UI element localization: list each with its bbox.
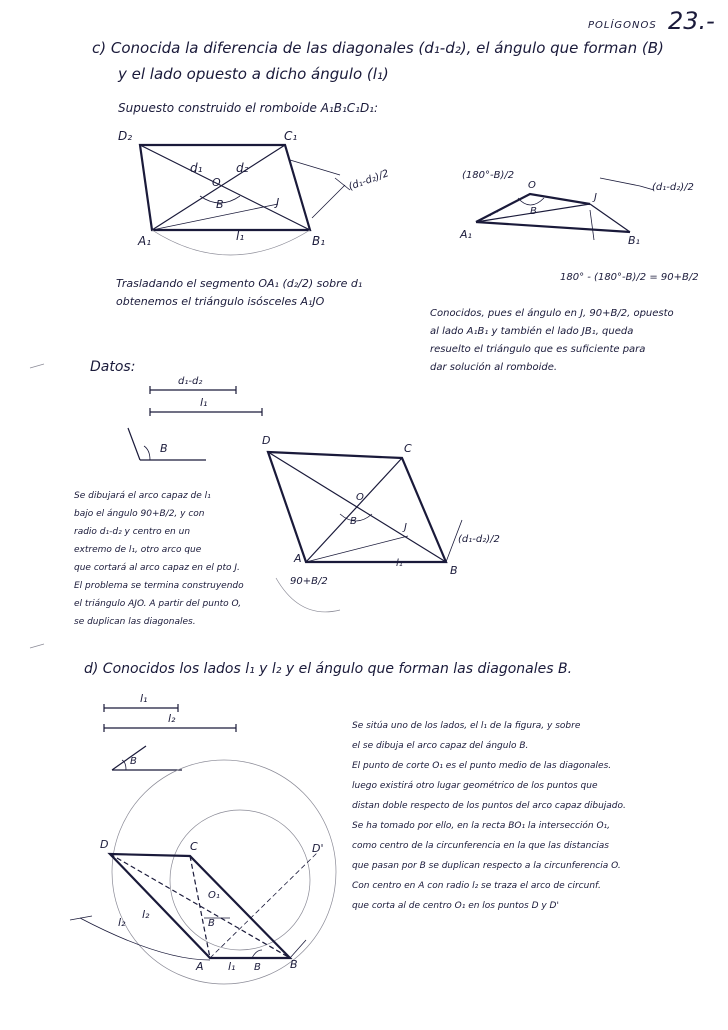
description-line4: luego existirá otro lugar geométrico de los puntos que (352, 781, 598, 791)
final-construction (70, 760, 336, 984)
margin-mark (30, 364, 44, 368)
description-line5: distan doble respecto de los puntos del arco capaz dibujado. (352, 801, 626, 811)
construction-line8: se duplican las diagonales. (74, 617, 196, 627)
description-line6: Se ha tomado por ello, en la recta BO₁ la intersección O₁, (352, 821, 611, 831)
label-angle-3: 90+B/2 (290, 576, 328, 587)
label-a1: A₁ (138, 234, 152, 248)
section-c-supposed: Supuesto construido el romboide A₁B₁C₁D₁: (118, 101, 379, 115)
label-data-d1-d2: d₁-d₂ (178, 376, 203, 387)
label-half-diff: (d₁-d₂)/2 (347, 168, 391, 193)
description-line2: el se dibuja el arco capaz del ángulo B. (352, 741, 529, 751)
label-b-2: B (530, 206, 537, 217)
note-right-line2: al lado A₁B₁ y también el lado JB₁, queda (430, 326, 634, 337)
label-a-3: A (294, 552, 302, 565)
note-right-line1: Conocidos, pues el ángulo en J, 90+B/2, opuesto (430, 308, 674, 319)
note-right-line4: dar solución al romboide. (430, 362, 558, 373)
arrow-left (70, 916, 92, 920)
label-d-3: D (262, 434, 271, 447)
label-j-2: J (594, 192, 597, 203)
description-line8: que pasan por B se duplican respecto a la circunferencia O. (352, 861, 621, 871)
angle-formula: 180° - (180°-B)/2 = 90+B/2 (560, 272, 699, 283)
label-data-l1: l₁ (200, 396, 208, 409)
construction-line5: que cortará al arco capaz en el pto J. (74, 563, 240, 573)
base-a1-b1 (476, 222, 630, 232)
diagonal-final-2 (190, 856, 210, 958)
label-final-c: C (190, 840, 198, 853)
romboid-construction (268, 452, 462, 612)
section-header: POLÍGONOS (588, 20, 657, 31)
arc-under (152, 230, 310, 255)
circle-o1 (112, 760, 336, 984)
label-final-dp: D' (312, 842, 324, 855)
label-b-3: B (450, 564, 458, 577)
label-final-l2-a: l₂ (118, 916, 126, 929)
label-final-beta-2: B (254, 962, 261, 973)
diagonal-ca (306, 458, 402, 562)
label-d-l1: l₁ (140, 692, 148, 705)
label-c-3: C (404, 442, 412, 455)
label-j-3: J (404, 522, 407, 533)
margin-mark (30, 644, 44, 648)
segment-a1-j (152, 204, 278, 230)
construction-line6: El problema se termina construyendo (74, 581, 244, 591)
label-data-beta: B (160, 442, 168, 455)
dim-line (600, 178, 640, 186)
description-line9: Con centro en A con radio l₂ se traza el arco de circunf. (352, 881, 601, 891)
arrow-to-j (590, 210, 594, 240)
construction-line7: el triángulo AJO. A partir del punto O, (74, 599, 242, 609)
label-j: J (276, 196, 280, 209)
label-a1-2: A₁ (460, 228, 472, 241)
label-b1-2: B₁ (628, 234, 640, 247)
section-c-title-line2: y el lado opuesto a dicho ángulo (l₁) (118, 65, 389, 83)
label-o-3: O (356, 492, 364, 503)
label-d-l2: l₂ (168, 712, 176, 725)
extension-line (312, 185, 345, 218)
section-d-title: d) Conocidos los lados l₁ y l₂ y el ángulo que forman las diagonales B. (84, 661, 573, 677)
label-final-l1: l₁ (228, 960, 236, 973)
segment-to-dp (210, 852, 318, 958)
label-o-2: O (528, 180, 536, 191)
page-number: 23.- (668, 7, 715, 35)
label-d1: d₁ (190, 161, 203, 175)
construction-line1: Se dibujará el arco capaz de l₁ (74, 491, 211, 501)
segment-j-b1 (590, 204, 630, 232)
label-final-a: A (196, 960, 204, 973)
data-segments (128, 386, 262, 460)
label-half-diff-3: (d₁-d₂)/2 (458, 534, 500, 545)
construction-line2: bajo el ángulo 90+B/2, y con (74, 509, 205, 519)
label-b: B (216, 198, 224, 211)
label-beta-3: B (350, 516, 357, 527)
label-d2: D₂ (118, 129, 133, 143)
section-c-title-line1: c) Conocida la diferencia de las diagonales (d₁-d₂), el ángulo que forman (B) (92, 39, 664, 57)
label-o: O (212, 176, 221, 189)
triangle-figure-2 (476, 178, 654, 240)
label-l1: l₁ (236, 229, 245, 243)
angle-side-d (112, 746, 146, 770)
angle-arc-final (252, 950, 262, 958)
note-left-line2: obtenemos el triángulo isósceles A₁JO (116, 295, 325, 308)
label-b1: B₁ (312, 234, 326, 248)
description-line10: que corta al de centro O₁ en los puntos D y D' (352, 901, 559, 911)
extension-line (290, 160, 340, 175)
label-l1-3: l₁ (396, 558, 403, 569)
label-half-angle: (180°-B)/2 (462, 170, 515, 181)
data-label: Datos: (90, 359, 136, 375)
label-d-beta: B (130, 756, 137, 767)
label-c1: C₁ (284, 129, 298, 143)
construction-line4: extremo de l₁, otro arco que (74, 545, 202, 555)
label-final-b: B (290, 958, 298, 971)
label-final-d: D (100, 838, 109, 851)
note-right-line3: resuelto el triángulo que es suficiente para (430, 344, 646, 355)
angle-side (128, 428, 140, 460)
label-final-beta: B (208, 918, 215, 929)
segment-a-j (306, 536, 408, 562)
label-d2-lower: d₂ (236, 161, 249, 175)
description-line7: como centro de la circunferencia en la que las distancias (352, 841, 610, 851)
description-line1: Se sitúa uno de los lados, el l₁ de la figura, y sobre (352, 721, 581, 731)
description-line3: El punto de corte O₁ es el punto medio de las diagonales. (352, 761, 612, 771)
angle-arc (144, 446, 150, 460)
label-final-l2-b: l₂ (142, 908, 150, 921)
note-left-line1: Trasladando el segmento OA₁ (d₂/2) sobre d₁ (116, 277, 363, 290)
label-half-diff-2: (d₁-d₂)/2 (652, 182, 694, 193)
arrow-b (290, 940, 306, 958)
diagonal-d1 (140, 145, 310, 230)
construction-line3: radio d₁-d₂ y centro en un (74, 527, 191, 537)
angle-arc-d (122, 760, 126, 770)
label-final-o1: O₁ (208, 890, 220, 901)
